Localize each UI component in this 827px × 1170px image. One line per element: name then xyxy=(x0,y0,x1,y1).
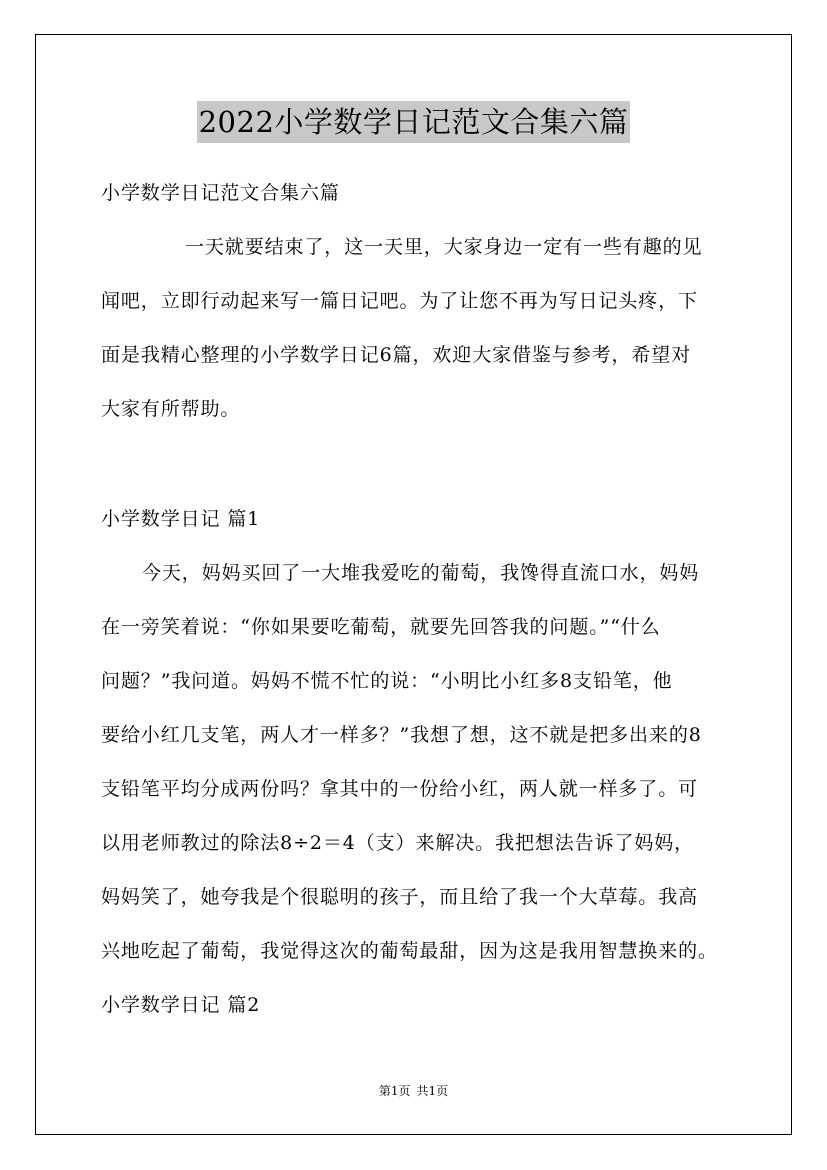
intro-line: 一天就要结束了，这一天里，大家身边一定有一些有趣的见 xyxy=(185,236,703,258)
page-total: 共1页 xyxy=(416,1084,449,1098)
paragraph-line: 问题？”我问道。妈妈不慌不忙的说：“小明比小红多8支铅笔，他 xyxy=(101,670,673,692)
paragraph-line: 兴地吃起了葡萄，我觉得这次的葡萄最甜，因为这是我用智慧换来的。 xyxy=(101,940,718,962)
page-number: 第1页 xyxy=(378,1084,411,1098)
paragraph-line: 妈妈笑了，她夸我是个很聪明的孩子，而且给了我一个大草莓。我高 xyxy=(101,886,699,908)
title-container xyxy=(0,101,827,143)
paragraph-line: 支铅笔平均分成两份吗？拿其中的一份给小红，两人就一样多了。可 xyxy=(101,778,699,800)
document-title: 2022小学数学日记范文合集六篇 xyxy=(197,101,631,143)
intro-line: 大家有所帮助。 xyxy=(101,398,241,420)
section-heading: 小学数学日记 篇2 xyxy=(101,994,261,1016)
intro-line: 闻吧，立即行动起来写一篇日记吧。为了让您不再为写日记头疼，下 xyxy=(101,290,699,312)
paragraph-line: 今天，妈妈买回了一大堆我爱吃的葡萄，我馋得直流口水，妈妈 xyxy=(142,562,700,584)
intro-line: 面是我精心整理的小学数学日记6篇，欢迎大家借鉴与参考，希望对 xyxy=(101,344,692,366)
section-heading: 小学数学日记 篇1 xyxy=(101,508,261,530)
document-subtitle: 小学数学日记范文合集六篇 xyxy=(101,182,340,204)
page-footer xyxy=(0,1083,827,1099)
paragraph-line: 以用老师教过的除法8÷2＝4（支）来解决。我把想法告诉了妈妈， xyxy=(101,832,695,854)
paragraph-line: 在一旁笑着说：“你如果要吃葡萄，就要先回答我的问题。”“什么 xyxy=(101,616,661,638)
paragraph-line: 要给小红几支笔，两人才一样多？”我想了想，这不就是把多出来的8 xyxy=(101,724,702,746)
